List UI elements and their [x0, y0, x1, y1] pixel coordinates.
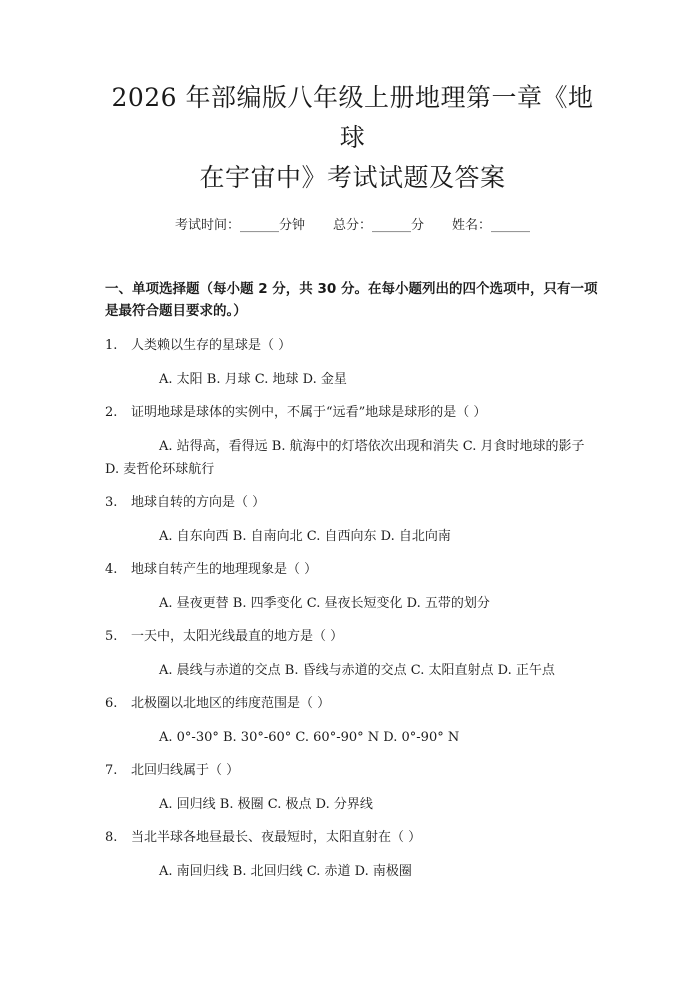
question-options: A. 太阳 B. 月球 C. 地球 D. 金星	[159, 372, 347, 387]
question-4	[105, 560, 600, 615]
question-stem: 北回归线属于（ ）	[131, 763, 240, 778]
question-list	[105, 336, 600, 883]
question-stem: 北极圈以北地区的纬度范围是（ ）	[131, 696, 331, 711]
question-options: A. 南回归线 B. 北回归线 C. 赤道 D. 南极圈	[159, 864, 412, 879]
question-1	[105, 336, 600, 391]
question-number: 7.	[105, 763, 118, 778]
question-stem: 当北半球各地昼最长、夜最短时，太阳直射在（ ）	[131, 830, 422, 845]
question-stem: 地球自转的方向是（ ）	[131, 495, 266, 510]
title-line-2: 在宇宙中》考试试题及答案	[199, 163, 506, 192]
question-options: A. 昼夜更替 B. 四季变化 C. 昼夜长短变化 D. 五带的划分	[159, 596, 490, 611]
exam-total-score: 总分：______分	[332, 218, 424, 233]
question-options: A. 自东向西 B. 自南向北 C. 自西向东 D. 自北向南	[159, 529, 451, 544]
question-number: 4.	[105, 562, 118, 577]
question-options: A. 站得高，看得远 B. 航海中的灯塔依次出现和消失 C. 月食时地球的影子 D. 麦哲伦环球航行	[105, 439, 585, 477]
question-number: 2.	[105, 405, 118, 420]
question-stem: 地球自转产生的地理现象是（ ）	[131, 562, 318, 577]
question-3	[105, 493, 600, 548]
question-2	[105, 403, 600, 481]
title-line-1: 2026 年部编版八年级上册地理第一章《地球	[111, 83, 594, 152]
question-number: 3.	[105, 495, 118, 510]
question-7	[105, 761, 600, 816]
question-stem: 一天中，太阳光线最直的地方是（ ）	[131, 629, 344, 644]
question-5	[105, 627, 600, 682]
exam-time: 考试时间：______分钟	[174, 218, 305, 233]
question-8	[105, 828, 600, 883]
question-options: A. 回归线 B. 极圈 C. 极点 D. 分界线	[159, 797, 373, 812]
exam-page	[0, 78, 700, 983]
question-options: A. 0°-30° B. 30°-60° C. 60°-90° N D. 0°-90° N	[159, 730, 460, 745]
question-stem: 证明地球是球体的实例中，不属于“远看”地球是球形的是（ ）	[131, 405, 487, 420]
question-number: 5.	[105, 629, 118, 644]
student-name: 姓名：______	[452, 218, 531, 233]
exam-meta	[105, 216, 600, 236]
section-heading: 一、单项选择题（每小题 2 分，共 30 分。在每小题列出的四个选项中，只有一项是最符合题目要求的。）	[105, 281, 598, 319]
question-number: 1.	[105, 338, 118, 353]
question-stem: 人类赖以生存的星球是（ ）	[131, 338, 292, 353]
question-number: 6.	[105, 696, 118, 711]
question-options: A. 晨线与赤道的交点 B. 昏线与赤道的交点 C. 太阳直射点 D. 正午点	[159, 663, 555, 678]
document-title	[105, 78, 600, 198]
question-number: 8.	[105, 830, 118, 845]
question-6	[105, 694, 600, 749]
